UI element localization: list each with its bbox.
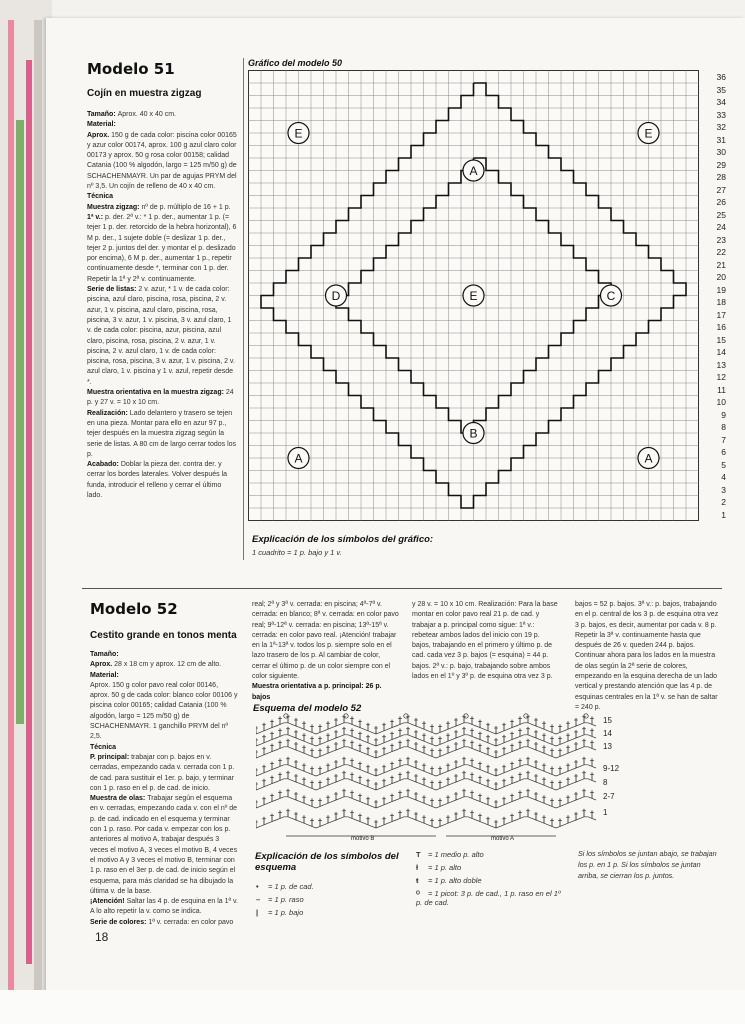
scheme-row-label: 2-7 — [603, 792, 615, 801]
legend-symbol: | — [256, 908, 259, 917]
model-52-paragraph — [90, 794, 238, 897]
chart-row-label: 31 — [716, 134, 726, 145]
legend-text: = 1 p. alto doble — [428, 876, 482, 885]
legend-entry — [416, 863, 566, 872]
chart-row-label: 23 — [716, 234, 726, 245]
section-divider — [82, 588, 722, 589]
scheme-row-label: 13 — [603, 742, 612, 751]
chart-row-label: 7 — [721, 434, 726, 445]
chart-row-label: 33 — [716, 109, 726, 120]
chart-row-label: 4 — [721, 472, 726, 482]
scheme-row-wave — [256, 723, 596, 734]
scheme-52-title: Esquema del modelo 52 — [253, 703, 362, 714]
picot-mark — [524, 714, 528, 718]
motif-a — [463, 160, 484, 181]
model-51-text: nº de p. múltiplo de 16 + 1 p. — [141, 203, 231, 211]
legend-symbol: ŧ — [416, 876, 419, 885]
scheme-row-label: 9-12 — [603, 764, 620, 773]
legend-entry — [256, 882, 396, 891]
scheme-row-wave — [256, 747, 596, 758]
model-51-label: Muestra zigzag: — [87, 203, 142, 211]
model-52-label: Técnica — [90, 743, 117, 751]
model-51-paragraph — [87, 460, 237, 501]
chart-row-label: 3 — [721, 484, 726, 495]
chart-row-label: 20 — [716, 272, 726, 282]
model-52-label: P. principal: — [90, 753, 132, 761]
chart-row-label: 19 — [716, 284, 726, 295]
chart-row-label: 5 — [721, 459, 726, 470]
motif-a — [288, 448, 309, 469]
model-51-paragraph — [87, 110, 237, 120]
legend-entry — [416, 850, 566, 859]
chart-row-label: 27 — [716, 184, 726, 195]
motif-a-label: motivo A — [491, 836, 515, 842]
chart-50-row-labels — [700, 72, 726, 520]
chart-row-label: 21 — [716, 259, 726, 270]
model-51-paragraph — [87, 203, 237, 213]
model-52-text: Aprox. 150 g color pavo real color 00146, aprox. 50 g de cada color: blanco color 00106 y piscina color 00165; calidad Catania (100 % algodón, largo = 125 m/50 g) de SCHACHENMAYR. 1 ganchillo PRYM del nº 2,5. — [90, 681, 238, 741]
model-52-text: trabajar con p. bajos en v. cerradas, empezando cada v. cerrada con 1 p. de cad. para sustituir el 1er. p. bajo, y terminar con 1 p. raso en el p. de cad. de inicio. — [90, 753, 235, 792]
legend-symbol: T — [416, 850, 421, 859]
column-divider — [243, 58, 244, 560]
model-51-paragraph — [87, 285, 237, 388]
model-52-col2-orient: Muestra orientativa a p. principal: 26 p. bajos — [252, 683, 382, 701]
model-51-subtitle: Cojín en muestra zigzag — [87, 88, 202, 99]
model-52-label: Muestra de olas: — [90, 795, 148, 803]
model-51-text: Lado delantero y trasero se tejen en una pieza. Montar para ello en azur 97 p., tejer después en la muestra zigzag según la serie de listas. A 80 cm de largo cerrar todos los p. — [87, 409, 237, 458]
picot-mark — [344, 714, 348, 718]
model-52-label: ¡Atención! — [90, 898, 127, 906]
model-52-paragraph — [90, 660, 238, 670]
chart-row-label: 15 — [716, 334, 726, 345]
chart-row-label: 9 — [721, 409, 726, 420]
scheme-legend-note: Si los símbolos se juntan abajo, se trabajan los p. en 1 p. Si los símbolos se juntan arriba, se cierran los p. juntos. — [578, 849, 717, 880]
motif-d — [326, 285, 347, 306]
model-51-paragraph — [87, 409, 237, 460]
motif-b-label: motivo B — [351, 836, 375, 842]
model-51-paragraph — [87, 388, 237, 409]
model-51-text: p. der. 2ª v.: * 1 p. der., aumentar 1 p. (= tejer 1 p. der. retorcido de la hebra horizontal), 6 M p. der., 1 sujete doble (= deslizar 1 p. der., tejer 2 p. juntos del der. y montar el p. deslizado por encima), 6 M p. der., aumentar 1 p., repetir continuamente desde *, terminar con 1 p. der. Repetir la 1ª y 2ª v. continuamente. — [87, 213, 237, 283]
legend-text: = 1 p. de cad. — [268, 882, 314, 891]
chart-row-label: 24 — [716, 222, 726, 232]
model-52-label: Aprox. — [90, 661, 115, 669]
model-52-text: Trabajar según el esquema en v. cerradas, empezando cada v. con el nº de p. de cad. indicado en el esquema y terminar con 1 p. raso. Por cada v. empezar con los p. anteriores al motivo A, trabajar después 3 veces el motivo A, 3 veces el motivo B, 4 veces el motivo A y 3 veces el motivo B, terminar con 1 p. raso en el 3er p. de cad. de inicio según el esquema, para más claridad se ha dibujado la última v. de la base. — [90, 795, 238, 895]
model-51-paragraph — [87, 131, 237, 193]
model-52-col2-text: real; 2ª y 3ª v. cerrada: en piscina; 4ª-7ª v. cerrada: en blanco; 8ª v. cerrada: en color pavo real; 9ª-12ª v. cerrada: en piscina; 13ª-15ª v. cerrada: en color pavo real. ¡Atención! trabajar en la 1ª-13ª v. todos los p. siempre solo en el lazo trasero de los p. Al cambiar de color, cerrar el último p. de un color siempre con el color siguiente. — [252, 601, 399, 681]
chart-row-label: 35 — [716, 84, 726, 95]
picot-mark — [584, 714, 588, 718]
chart-row-label: 32 — [716, 122, 726, 132]
chart-row-label: 28 — [716, 172, 726, 182]
motif-b — [463, 423, 484, 444]
model-51-text: Aprox. 40 x 40 cm. — [117, 111, 176, 118]
model-51-text: 24 p. y 27 v. = 10 x 10 cm. — [87, 389, 234, 407]
legend-symbol: ᴼ — [416, 889, 420, 898]
scheme-52-diagram — [256, 712, 628, 844]
scheme-row-wave — [256, 817, 596, 828]
chart-row-label: 16 — [716, 322, 726, 332]
chart-row-label: 34 — [716, 97, 726, 107]
chart-row-label: 30 — [716, 147, 726, 157]
model-52-text: 28 x 18 cm y aprox. 12 cm de alto. — [114, 661, 222, 669]
page-strip-magenta — [26, 60, 32, 964]
motif-label: A — [644, 451, 653, 466]
model-51-title: Modelo 51 — [87, 60, 175, 78]
chart-row-label: 13 — [716, 359, 726, 370]
scheme-row-label: 1 — [603, 808, 608, 817]
model-52-paragraph — [90, 753, 238, 794]
motif-c — [601, 285, 622, 306]
model-52-label: Serie de colores: — [90, 918, 149, 926]
chart-row-label: 18 — [716, 297, 726, 307]
model-52-instructions-col2 — [252, 600, 400, 703]
motif-label: E — [469, 289, 478, 303]
legend-symbol: • — [256, 882, 259, 891]
motif-label: D — [331, 289, 341, 303]
picot-mark — [404, 714, 408, 718]
model-51-paragraph — [87, 213, 237, 285]
page-strip-grey — [34, 20, 42, 994]
legend-entry — [256, 895, 396, 904]
chart-row-label: 8 — [721, 422, 726, 432]
scheme-row-wave — [256, 779, 596, 790]
chart-row-label: 17 — [716, 309, 726, 320]
model-52-subtitle: Cestito grande en tonos menta — [90, 630, 237, 641]
model-51-text: 2 v. azur, * 1 v. de cada color: piscina, azul claro, piscina, rosa, piscina, 2 v. azur, 1 v. piscina, azul claro, piscina, rosa, piscina, 3 v. azur, 1 v. piscina, 3 v. azul claro, 1 v. de cada color: piscina, azur, piscina, azul claro, piscina, rosa, piscina, 2 v. azur, 1 v. piscina, 2 v. azul claro, 1 v. de cada color: piscina, rosa, piscina, 3 v. azur, 1 v. piscina, 2 v. azul claro, 1 v. piscina y 1 v. azul, repetir desde *. — [87, 286, 235, 386]
motif-label: A — [469, 164, 478, 178]
model-52-instructions-col3: y 28 v. = 10 x 10 cm. Realización: Para la base montar en color pavo real 21 p. de cad. y trabajar a p. principal como sigue: 1ª v.: rebetear ambos lados del inicio con 19 p. bajos, trabajando en el primero y último p. de cad. cada vez 3 p. bajos (= esquina) = 44 p. bajos. 2ª v.: p. bajo, trabajando sobre ambos lados en el 1º y 3º p. de esquina otra vez 3 p. — [412, 601, 558, 681]
chart-row-label: 14 — [716, 347, 726, 357]
legend-entry — [256, 908, 396, 917]
scheme-52-explanation-title: Explicación de los símbolos del esquema — [255, 851, 399, 873]
page-strip-green — [16, 120, 24, 724]
scheme-row-label: 15 — [603, 716, 612, 725]
legend-symbol: ł — [416, 863, 419, 872]
chart-row-label: 12 — [716, 372, 726, 382]
chart-row-label: 29 — [716, 159, 726, 170]
model-52-text: 1ª v. cerrada: en color pavo — [148, 918, 234, 926]
motif-e — [288, 123, 309, 144]
model-51-label: Técnica — [87, 193, 114, 201]
motif-e — [463, 285, 484, 306]
legend-entry — [416, 876, 566, 885]
legend-text: = 1 p. raso — [268, 895, 304, 904]
model-51-paragraph — [87, 192, 237, 202]
model-51-label: Acabado: — [87, 461, 121, 469]
model-52-paragraph — [90, 743, 238, 753]
legend-text: = 1 p. bajo — [268, 908, 304, 917]
model-51-text: 150 g de cada color: piscina color 00165 y azur color 00174, aprox. 100 g azul claro color 00173 y aprox. 50 g rosa color 00158; calidad Catania (100 % algodón, largo = 125 m/50 g) de SCHACHENMAYR. Un par de agujas PRYM del nº 3,5. Un cojín de relleno de 40 x 40 cm. — [87, 131, 237, 191]
picot-mark — [284, 714, 288, 718]
legend-text: = 1 medio p. alto — [428, 850, 484, 859]
motif-label: E — [294, 126, 303, 141]
model-52-title: Modelo 52 — [90, 600, 178, 618]
scheme-row-wave — [256, 765, 596, 776]
scheme-row-label: 14 — [603, 729, 612, 738]
motif-e — [638, 123, 659, 144]
chart-50-grid — [248, 70, 700, 522]
page-number: 18 — [95, 930, 109, 944]
motif-label: B — [469, 426, 478, 441]
chart-row-label: 36 — [716, 72, 726, 82]
legend-text: = 1 p. alto — [428, 863, 462, 872]
model-51-label: Muestra orientativa en la muestra zigzag: — [87, 389, 226, 397]
chart-row-label: 10 — [716, 397, 726, 407]
legend-symbol: – — [256, 895, 261, 904]
page-bottom-margin — [0, 990, 745, 1024]
motif-label: E — [644, 126, 653, 141]
legend-entry — [416, 889, 566, 907]
model-52-instructions-col4: bajos = 52 p. bajos. 3ª v.: p. bajos, trabajando en el p. central de los 3 p. de esquina otra vez 3 p. bajos, es decir, aumentar por cada v. 8 p. Repetir la 3ª v. continuamente hasta que después de 26 v. queden 244 p. bajos. Continuar ahora para los lados en la muestra de olas según la 2ª serie de colores, empezando en la esquina derecha de un lado vertical y prestando atención que las 4 p. de esquinas centrales en la 1ª v. se han de saltar = 240 p. — [575, 601, 719, 711]
chart-50-title: Gráfico del modelo 50 — [248, 58, 343, 68]
scheme-row-label: 8 — [603, 778, 608, 787]
motif-a — [638, 448, 659, 469]
legend-text: = 1 picot: 3 p. de cad., 1 p. raso en el 1º p. de cad. — [416, 889, 561, 907]
model-51-label: 1ª v.: — [87, 213, 106, 221]
model-51-text: Doblar la pieza der. contra der. y cerrar los bordes laterales. Volver después la funda, introducir el relleno y cerrar el último lado. — [87, 461, 228, 499]
model-52-paragraph — [90, 650, 238, 660]
model-52-paragraph — [90, 897, 238, 918]
chart-row-label: 22 — [716, 247, 726, 257]
model-52-paragraph — [90, 918, 238, 928]
model-52-paragraph — [90, 681, 238, 743]
page-strip-pink — [8, 20, 14, 994]
model-52-paragraph — [90, 671, 238, 681]
motif-label: A — [294, 451, 303, 466]
chart-row-label: 26 — [716, 197, 726, 207]
model-51-label: Serie de listas: — [87, 286, 139, 294]
model-51-label: Material: — [87, 121, 116, 129]
model-51-paragraph — [87, 120, 237, 130]
model-52-instructions-col1 — [90, 650, 238, 928]
chart-row-label: 6 — [721, 447, 726, 457]
chart-row-label: 1 — [721, 509, 726, 520]
model-51-label: Aprox. — [87, 131, 112, 139]
chart-row-label: 11 — [717, 384, 726, 395]
motif-label: C — [606, 289, 616, 303]
picot-mark — [464, 714, 468, 718]
book-edge — [0, 0, 52, 1024]
model-51-label: Realización: — [87, 409, 130, 417]
chart-50-explanation-text: 1 cuadrito = 1 p. bajo y 1 v. — [252, 548, 342, 557]
model-52-label: Tamaño: — [90, 651, 119, 658]
chart-50-explanation-title: Explicación de los símbolos del gráfico: — [252, 534, 434, 545]
model-51-instructions — [87, 110, 237, 501]
scheme-row-wave — [256, 735, 596, 746]
model-52-label: Material: — [90, 671, 119, 679]
chart-row-label: 25 — [716, 209, 726, 220]
scheme-row-wave — [256, 797, 596, 808]
model-51-label: Tamaño: — [87, 111, 118, 118]
model-52-text: Saltar las 4 p. de esquina en la 1ª v. A lo alto repetir la v. como se indica. — [90, 898, 238, 916]
chart-row-label: 2 — [721, 497, 726, 507]
